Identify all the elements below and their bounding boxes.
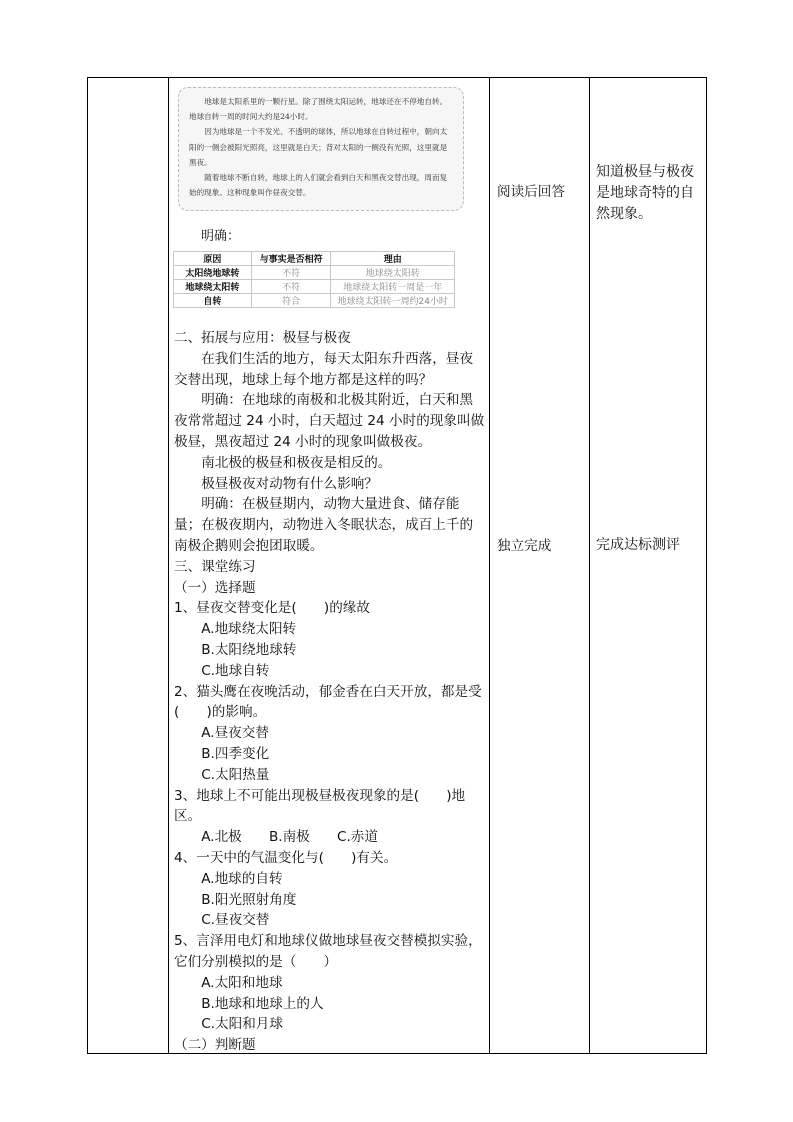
lesson-table [87, 77, 707, 1054]
exercise-question: 5、言泽用电灯和地球仪做地球昼夜交替模拟实验，它们分别模拟的是（ ） [174, 933, 482, 970]
table-row [174, 280, 455, 294]
exercise-option: C.地球自转 [201, 662, 270, 679]
table-cell: 太阳绕地球转 [174, 266, 252, 280]
body-text: 南北极的极昼和极夜是相反的。 [201, 454, 392, 471]
header-cell: 与事实是否相符 [251, 252, 331, 266]
exercise-question: 1、昼夜交替变化是( )的缘故 [174, 600, 370, 617]
exercise-option: C.昼夜交替 [201, 912, 270, 929]
header-cell: 原因 [174, 252, 252, 266]
mingque-label: 明确： [201, 229, 241, 244]
exercise-option: C.太阳和月球 [201, 1016, 283, 1033]
passage-paragraph: 因为地球是一个不发光、不透明的球体，所以地球在自转过程中，朝向太阳的一侧会被阳光照亮，这里就是白天；背对太阳的一侧没有光照，这里就是黑夜。 [189, 127, 448, 167]
table-cell: 不符 [251, 266, 331, 280]
exercise-option: A.地球的自转 [201, 870, 283, 887]
table-cell: 符合 [251, 294, 331, 308]
header-cell: 理由 [331, 252, 455, 266]
question-text: 极昼极夜对动物有什么影响？ [201, 475, 378, 492]
subsection-heading: （一）选择题 [174, 579, 256, 596]
table-cell: 地球绕太阳转 [331, 266, 455, 280]
exercise-option: B.四季变化 [201, 745, 270, 762]
design-intent-1: 知道极昼与极夜是地球奇特的自然现象。 [596, 164, 694, 222]
column-divider-2 [489, 78, 490, 1053]
answer-text: 明确：在极昼期内，动物大量进食、储存能量；在极夜期内，动物进入冬眠状态，成百上千的南极企鹅则会抱团取暖。 [174, 496, 474, 554]
exercise-option: B.太阳绕地球转 [201, 641, 297, 658]
table-cell: 自转 [174, 294, 252, 308]
exercise-option: A.北极 B.南极 C.赤道 [201, 829, 378, 846]
passage-paragraph: 随着地球不断自转，地球上的人们就会看到白天和黑夜交替出现，周而复始的现象。这种现象叫作昼夜交替。 [189, 173, 448, 198]
table-cell: 地球绕太阳转 [174, 280, 252, 294]
design-intent-2: 完成达标测评 [596, 537, 680, 553]
table-cell: 地球绕太阳转一周约24小时 [331, 294, 455, 308]
reason-table [173, 251, 455, 308]
exercise-question: 4、一天中的气温变化与( )有关。 [174, 849, 398, 866]
table-cell: 地球绕太阳转一周是一年 [331, 280, 455, 294]
column-divider-3 [589, 78, 590, 1053]
lesson-content [174, 328, 486, 1056]
exercise-option: C.太阳热量 [201, 766, 270, 783]
exercise-option: A.昼夜交替 [201, 725, 269, 742]
reason-table-header [174, 252, 455, 266]
section-heading: 三、课堂练习 [174, 558, 256, 575]
exercise-question: 2、猫头鹰在夜晚活动，郁金香在白天开放，都是受( )的影响。 [174, 683, 482, 721]
table-row [174, 266, 455, 280]
student-activity-independent: 独立完成 [497, 538, 552, 554]
answer-text: 明确：在地球的南极和北极其附近，白天和黑夜常常超过 24 小时，白天超过 24 小时的现象叫做极昼，黑夜超过 24 小时的现象叫做极夜。 [174, 392, 485, 450]
table-row [174, 294, 455, 308]
subsection-heading: （二）判断题 [174, 1037, 256, 1054]
passage-paragraph: 地球是太阳系里的一颗行星。除了围绕太阳运转，地球还在不停地自转。地球自转一周的时间大约是24小时。 [189, 97, 448, 122]
exercise-option: A.太阳和地球 [201, 974, 283, 991]
question-text: 在我们生活的地方，每天太阳东升西落，昼夜交替出现，地球上每个地方都是这样的吗？ [174, 350, 474, 388]
exercise-option: B.地球和地球上的人 [201, 995, 324, 1012]
exercise-option: B.阳光照射角度 [201, 891, 297, 908]
reading-passage-image [178, 87, 464, 211]
table-cell: 不符 [251, 280, 331, 294]
column-divider-1 [168, 78, 169, 1053]
exercise-question: 3、地球上不可能出现极昼极夜现象的是( )地区。 [174, 787, 466, 825]
section-heading: 二、拓展与应用：极昼与极夜 [174, 330, 351, 346]
student-activity-read: 阅读后回答 [497, 184, 565, 200]
exercise-option: A.地球绕太阳转 [201, 621, 297, 638]
